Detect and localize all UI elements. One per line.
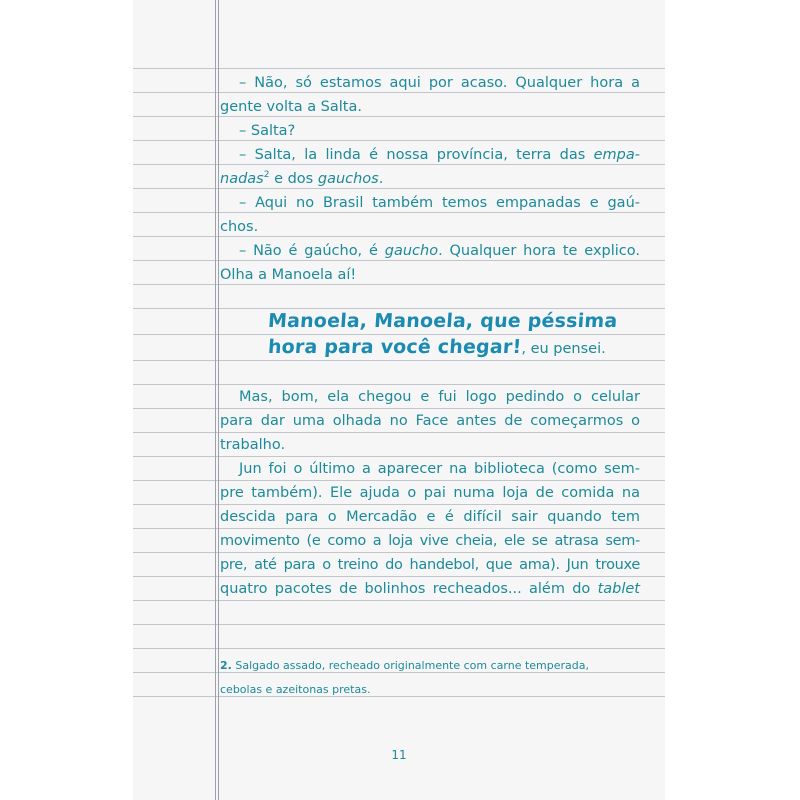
text-line: Olha a Manoela aí! — [220, 267, 357, 283]
ruled-line — [133, 696, 665, 697]
ruled-line — [133, 68, 665, 69]
text-line: para dar uma olhada no Face antes de começarmos o — [220, 413, 640, 429]
margin-line — [215, 0, 216, 800]
ruled-line — [133, 648, 665, 649]
text-line: Jun foi o último a aparecer na biblioteca (como sem- — [239, 461, 640, 477]
footnote-ref: 2 — [263, 170, 270, 180]
text-line: trabalho. — [220, 437, 286, 453]
text-line: – Salta, la linda é nossa província, terra das empa- — [239, 147, 640, 163]
footnote: 2. Salgado assado, recheado originalmente com carne temperada, — [220, 659, 590, 672]
handwritten-thought: Manoela, Manoela, que péssima — [267, 310, 619, 332]
notebook-page — [133, 0, 665, 800]
text-line: pre também). Ele ajuda o pai numa loja de comida na — [220, 485, 640, 501]
text-line: chos. — [220, 219, 259, 235]
ruled-line — [133, 624, 665, 625]
text-line: – Aqui no Brasil também temos empanadas e gaú- — [239, 195, 640, 211]
handwritten-thought: hora para você chegar!, eu pensei. — [267, 336, 606, 358]
text-line: descida para o Mercadão e é difícil sair quando tem — [220, 509, 640, 525]
text-line: – Não é gaúcho, é gaucho. Qualquer hora te explico. — [239, 243, 640, 259]
page-number: 11 — [391, 748, 407, 762]
text-line: – Salta? — [239, 123, 296, 139]
text-line: quatro pacotes de bolinhos recheados... além do tablet — [220, 581, 640, 597]
text-line: nadas$^2$ e dos gauchos. — [220, 170, 384, 187]
footnote: cebolas e azeitonas pretas. — [220, 683, 371, 696]
ruled-line — [133, 360, 665, 361]
text-line: Mas, bom, ela chegou e fui logo pedindo o celular — [239, 389, 640, 405]
margin-line — [218, 0, 219, 800]
text-line: movimento (e como a loja vive cheia, ele se atrasa sem- — [220, 533, 640, 549]
text-line: – Não, só estamos aqui por acaso. Qualquer hora a — [239, 75, 640, 91]
text-line: gente volta a Salta. — [220, 99, 362, 115]
text-line: pre, até para o treino do handebol, que ama). Jun trouxe — [220, 557, 640, 573]
